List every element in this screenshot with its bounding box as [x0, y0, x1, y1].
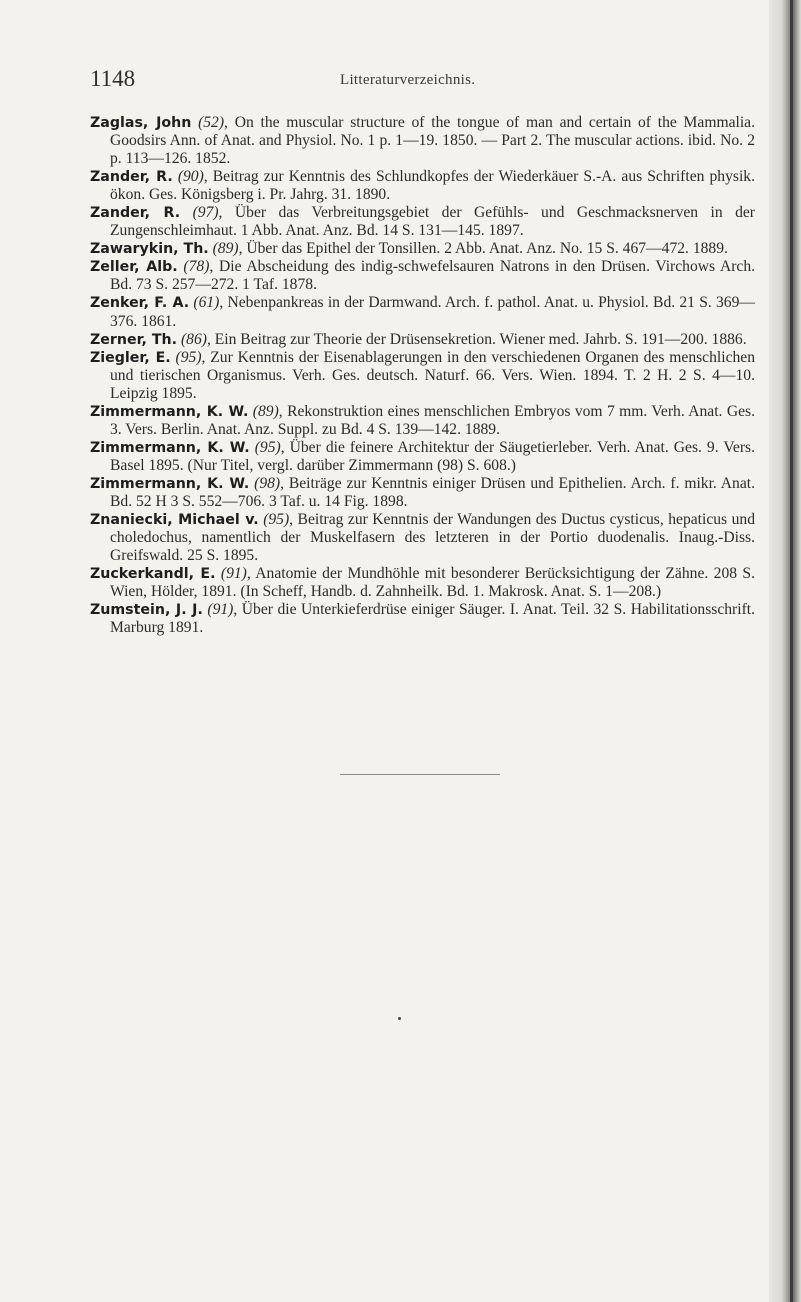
page-number: 1148	[90, 66, 136, 91]
entry-text: , Anatomie der Mundhöhle mit besonderer Berücksichtigung der Zähne. 208 S. Wien, Hölder, 1891. (In Scheff, Handb. d. Zahnheilk. Bd. 1. Makrosk. Anat. S. 1—208.)	[110, 565, 755, 601]
bibliography-entry	[90, 475, 755, 511]
entry-text: , Über das Epithel der Tonsillen. 2 Abb. Anat. Anz. No. 15 S. 467—472. 1889.	[238, 240, 728, 258]
bibliography-entry	[90, 168, 755, 204]
bibliography-entry	[90, 439, 755, 475]
entry-author: Zawarykin, Th.	[90, 241, 209, 258]
entry-text: , Die Abscheidung des indig-schwefelsauren Natrons in den Drüsen. Virchows Arch. Bd. 73 S. 257—272. 1 Taf. 1878.	[110, 258, 756, 294]
binding-edge-line	[790, 0, 793, 1302]
entry-text: , Über die Unterkieferdrüse einiger Säuger. I. Anat. Teil. 32 S. Habilitationsschrift. Marburg 1891.	[110, 601, 755, 637]
page-header	[90, 66, 690, 94]
entry-year: (91)	[207, 601, 234, 619]
entry-author: Znaniecki, Michael v.	[90, 512, 259, 529]
entry-year: (91)	[220, 565, 247, 583]
entry-year: (86)	[180, 330, 207, 348]
entry-author: Zeller, Alb.	[90, 259, 178, 276]
bibliography-entry	[90, 258, 755, 294]
entry-text: , Rekonstruktion eines menschlichen Embryos vom 7 mm. Verh. Anat. Ges. 3. Vers. Berlin. Anat. Anz. Suppl. zu Bd. 4 S. 139—142. 1889.	[110, 402, 755, 438]
entry-year: (95)	[175, 348, 202, 366]
entry-year: (78)	[183, 258, 210, 276]
bibliography-entry	[90, 349, 755, 403]
bibliography-entry	[90, 403, 755, 439]
bibliography-list	[90, 114, 755, 637]
entry-year: (95)	[263, 511, 290, 529]
entry-author: Zumstein, J. J.	[90, 602, 203, 619]
entry-text: , Nebenpankreas in der Darmwand. Arch. f. pathol. Anat. u. Physiol. Bd. 21 S. 369—376. 1861.	[110, 294, 755, 330]
entry-year: (90)	[177, 168, 204, 186]
entry-year: (61)	[193, 294, 220, 312]
entry-text: , On the muscular structure of the tongue of man and certain of the Mammalia. Goodsirs Ann. of Anat. and Physiol. No. 1 p. 1—19. 1850. — Part 2. The muscular actions. ibid. No. 2 p. 113—126. 1852.	[110, 114, 755, 168]
page-edge-shadow	[769, 0, 801, 1302]
print-speck	[398, 1017, 401, 1020]
entry-author: Zaglas, John	[90, 115, 192, 131]
entry-author: Zimmermann, K. W.	[90, 475, 250, 492]
entry-author: Zimmermann, K. W.	[90, 403, 249, 420]
entry-author: Zuckerkandl, E.	[90, 566, 216, 583]
entry-year: (89)	[252, 402, 279, 420]
section-divider	[340, 774, 500, 775]
entry-year: (98)	[254, 474, 281, 492]
entry-author: Zimmermann, K. W.	[90, 439, 250, 456]
entry-author: Zander, R.	[90, 205, 181, 222]
entry-author: Ziegler, E.	[90, 349, 171, 366]
entry-text: , Beitrag zur Kenntnis der Wandungen des Ductus cysticus, hepaticus und choledochus, namentlich der Muskelfasern des letzteren in der Portio duodenalis. Inaug.-Diss. Greifswald. 25 S. 1895.	[110, 511, 755, 565]
entry-year: (97)	[192, 204, 219, 222]
entry-author: Zander, R.	[90, 169, 173, 186]
entry-text: , Beiträge zur Kenntnis einiger Drüsen und Epithelien. Arch. f. mikr. Anat. Bd. 52 H 3 S. 552—706. 3 Taf. u. 14 Fig. 1898.	[110, 474, 755, 510]
bibliography-entry	[90, 240, 755, 258]
bibliography-entry	[90, 601, 755, 637]
bibliography-entry	[90, 331, 755, 349]
entry-author: Zenker, F. A.	[90, 295, 190, 312]
running-title: Litteraturverzeichnis.	[340, 72, 476, 88]
entry-text: , Zur Kenntnis der Eisenablagerungen in den verschiedenen Organen des menschlichen und tierischen Organismus. Verh. Ges. deutsch. Naturf. 66. Vers. Wien. 1894. T. 2 H. 2 S. 4—10. Leipzig 1895.	[110, 348, 756, 402]
entry-year: (95)	[254, 438, 281, 456]
bibliography-entry	[90, 565, 755, 601]
bibliography-entry	[90, 511, 755, 565]
bibliography-entry	[90, 204, 755, 240]
entry-text: , Beitrag zur Kenntnis des Schlundkopfes der Wiederkäuer S.-A. aus Schriften physik. ökon. Ges. Königsberg i. Pr. Jahrg. 31. 1890.	[110, 168, 755, 204]
entry-author: Zerner, Th.	[90, 331, 178, 348]
entry-text: , Über die feinere Architektur der Säugetierleber. Verh. Anat. Ges. 9. Vers. Basel 1895. (Nur Titel, vergl. darüber Zimmermann (98) S. 608.)	[110, 438, 755, 474]
bibliography-entry	[90, 294, 755, 330]
entry-year: (52)	[198, 114, 225, 131]
entry-text: , Über das Verbreitungsgebiet der Gefühls- und Geschmacksnerven in der Zungenschleimhaut. 1 Abb. Anat. Anz. Bd. 14 S. 131—145. 1897.	[110, 204, 755, 240]
entry-text: , Ein Beitrag zur Theorie der Drüsensekretion. Wiener med. Jahrb. S. 191—200. 1886.	[206, 330, 747, 348]
bibliography-entry	[90, 114, 755, 168]
entry-year: (89)	[212, 240, 239, 258]
